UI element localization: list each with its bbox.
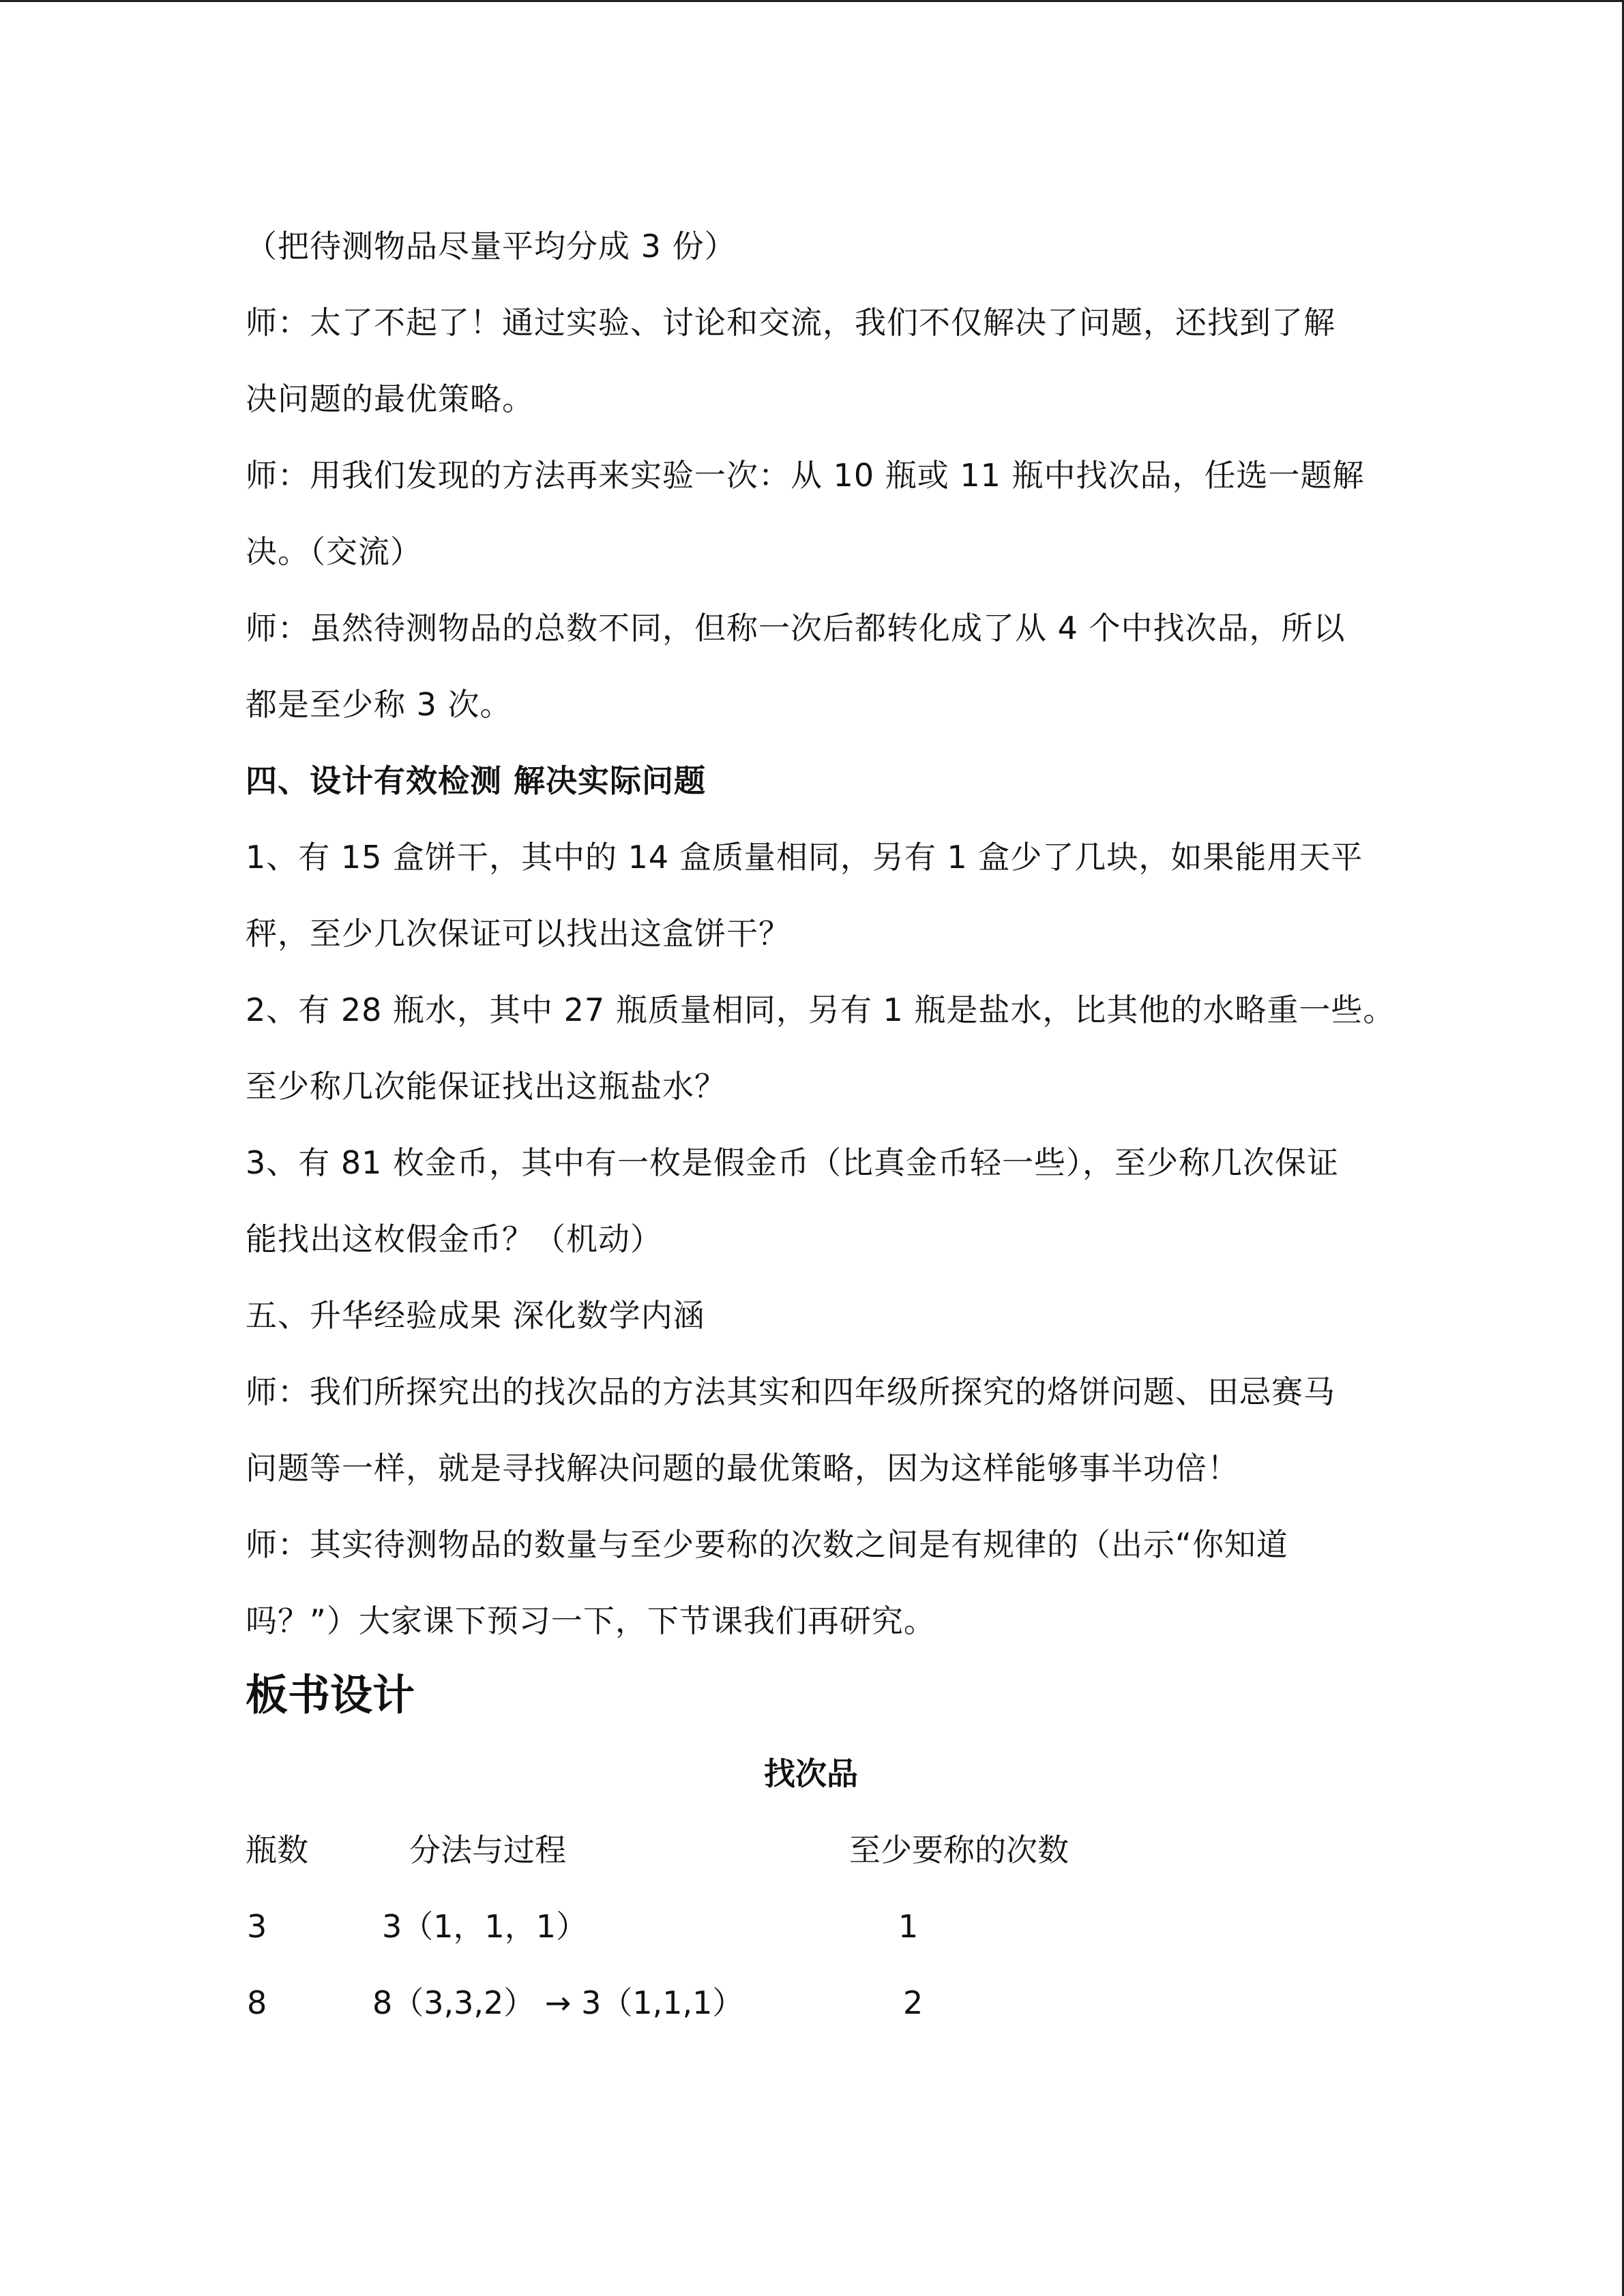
- text-line: 能找出这枚假金币？（机动）: [246, 1221, 662, 1257]
- text-line: 3、有 81 枚金币，其中有一枚是假金币（比真金币轻一些），至少称几次保证: [246, 1144, 1340, 1181]
- text-line: （把待测物品尽量平均分成 3 份）: [246, 228, 737, 265]
- text-line: 师：其实待测物品的数量与至少要称的次数之间是有规律的（出示“你知道: [246, 1526, 1288, 1563]
- text-line: 吗？”）大家课下预习一下，下节课我们再研究。: [246, 1602, 936, 1639]
- text-line: 师：太了不起了！通过实验、讨论和交流，我们不仅解决了问题，还找到了解: [246, 304, 1335, 341]
- board-title: 找次品: [764, 1755, 858, 1792]
- text-line: 都是至少称 3 次。: [246, 686, 512, 723]
- column-header-count: 瓶数: [246, 1832, 308, 1868]
- text-line: 1、有 15 盒饼干，其中的 14 盒质量相同，另有 1 盒少了几块，如果能用天平: [246, 839, 1363, 876]
- board-design-heading: 板书设计: [246, 1670, 415, 1720]
- row-count: 3: [247, 1908, 267, 1945]
- row-process: 8（3,3,2） → 3（1,1,1）: [372, 1984, 744, 2021]
- text-line: 决。（交流）: [246, 533, 422, 570]
- page-border-top: [0, 0, 1624, 2]
- column-header-times: 至少要称的次数: [849, 1832, 1069, 1868]
- text-line: 师：用我们发现的方法再来实验一次：从 10 瓶或 11 瓶中找次品，任选一题解: [246, 457, 1365, 494]
- text-line: 师：我们所探究出的找次品的方法其实和四年级所探究的烙饼问题、田忌赛马: [246, 1373, 1335, 1410]
- row-times: 1: [898, 1908, 919, 1945]
- section-heading: 四、设计有效检测 解决实际问题: [246, 762, 707, 799]
- text-line: 至少称几次能保证找出这瓶盐水？: [246, 1068, 726, 1105]
- text-line: 问题等一样，就是寻找解决问题的最优策略，因为这样能够事半功倍！: [246, 1450, 1239, 1487]
- section-heading: 五、升华经验成果 深化数学内涵: [246, 1297, 705, 1334]
- column-header-process: 分法与过程: [409, 1832, 566, 1868]
- text-line: 2、有 28 瓶水，其中 27 瓶质量相同，另有 1 瓶是盐水，比其他的水略重一些。: [246, 992, 1396, 1028]
- text-line: 决问题的最优策略。: [246, 381, 534, 417]
- row-times: 2: [903, 1984, 924, 2021]
- row-process: 3（1，1，1）: [382, 1908, 588, 1945]
- row-count: 8: [247, 1984, 267, 2021]
- text-line: 秤，至少几次保证可以找出这盒饼干？: [246, 915, 791, 952]
- text-line: 师：虽然待测物品的总数不同，但称一次后都转化成了从 4 个中找次品，所以: [246, 610, 1346, 646]
